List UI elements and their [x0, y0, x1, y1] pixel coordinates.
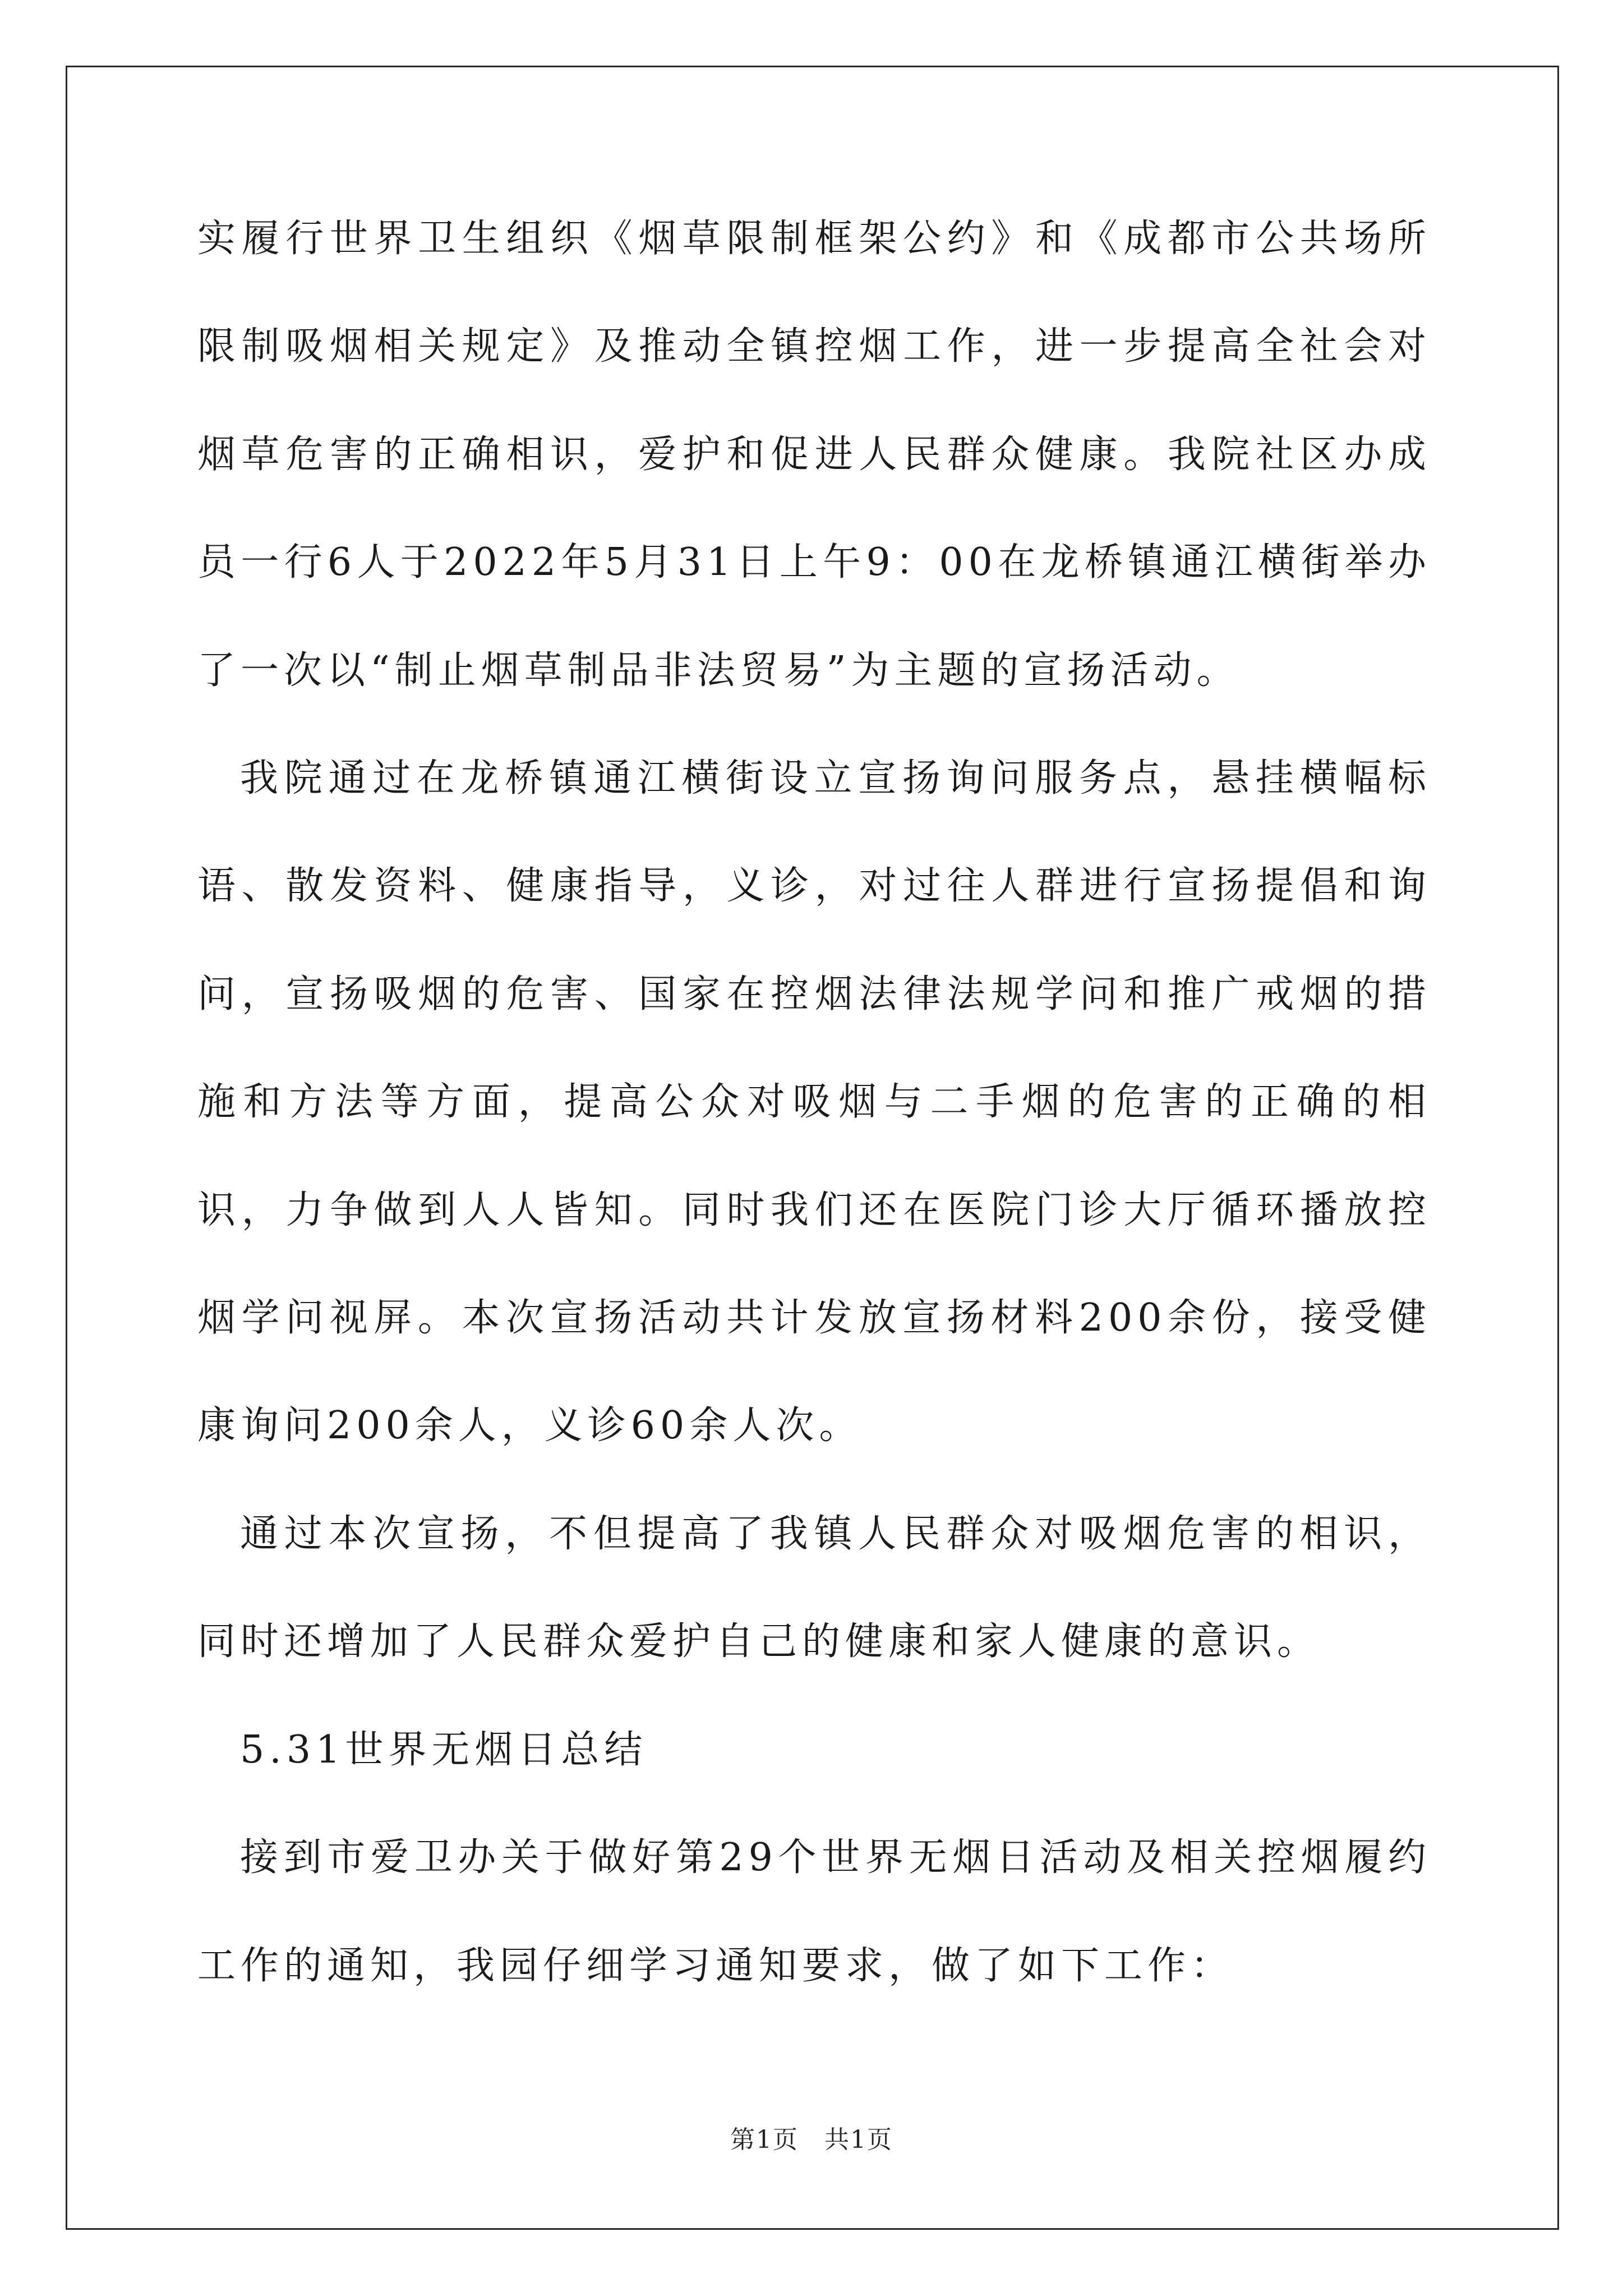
- paragraph-3: 通过本次宣扬，不但提高了我镇人民群众对吸烟危害的相识，同时还增加了人民群众爱护自己的健康和家人健康的意识。: [197, 1511, 1431, 1664]
- paragraph-1: 实履行世界卫生组织《烟草限制框架公约》和《成都市公共场所限制吸烟相关规定》及推动全镇控烟工作，进一步提高全社会对烟草危害的正确相识，爱护和促进人民群众健康。我院社区办成员一行6人于2022年5月31日上午9：00在龙桥镇通江横街举办了一次以“制止烟草制品非法贸易”为主题的宣扬活动。: [197, 217, 1431, 693]
- section-heading: 5.31世界无烟日总结: [240, 1727, 648, 1772]
- document-body: [197, 185, 1431, 2020]
- paragraph-2: 我院通过在龙桥镇通江横街设立宣扬询问服务点，悬挂横幅标语、散发资料、健康指导，义诊，对过往人群进行宣扬提倡和询问，宣扬吸烟的危害、国家在控烟法律法规学问和推广戒烟的措施和方法等方面，提高公众对吸烟与二手烟的危害的正确的相识，力争做到人人皆知。同时我们还在医院门诊大厅循环播放控烟学问视屏。本次宣扬活动共计发放宣扬材料200余份，接受健康询问200余人，义诊60余人次。: [197, 756, 1431, 1448]
- page-number-footer: 第1页 共1页: [730, 2125, 893, 2154]
- paragraph-4: 接到市爱卫办关于做好第29个世界无烟日活动及相关控烟履约工作的通知，我园仔细学习通知要求，做了如下工作：: [197, 1835, 1431, 1988]
